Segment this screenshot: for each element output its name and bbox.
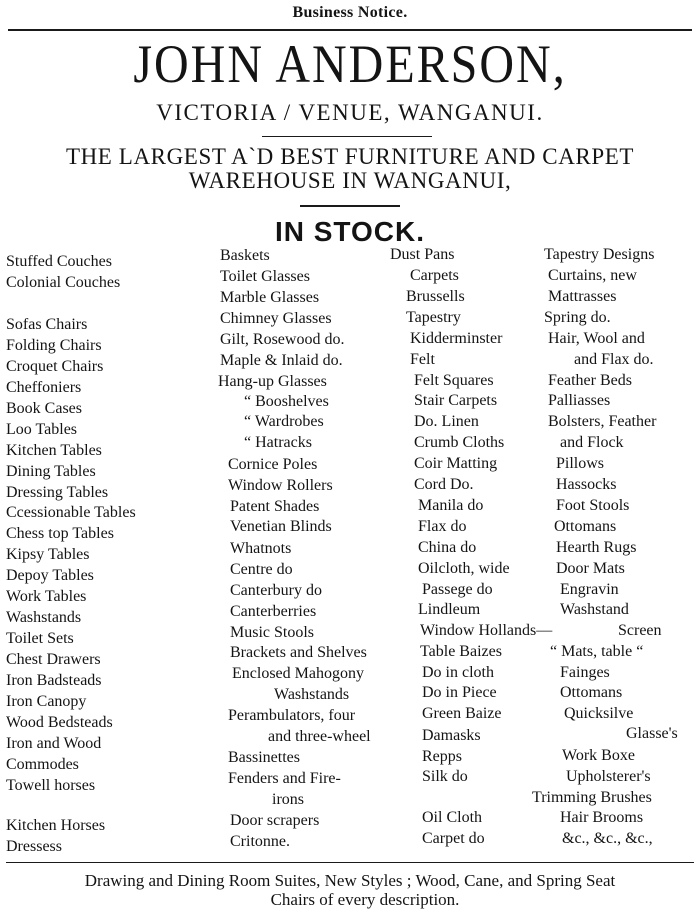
list-item: Folding Chairs [6,337,102,354]
list-item: Book Cases [6,400,82,417]
list-item: Quicksilve [564,705,634,722]
list-item: &c., &c., &c., [562,830,653,847]
list-item: Do in Piece [422,684,497,701]
list-item: Window Rollers [228,477,333,494]
list-item: Glasse's [626,725,678,742]
list-item: Iron Canopy [6,693,87,710]
list-item: Flax do [418,518,467,535]
list-item: Sofas Chairs [6,316,88,333]
list-item: Pillows [556,455,605,472]
list-item: Brussells [406,288,465,305]
list-item: Marble Glasses [220,289,320,306]
list-item: Tapestry Designs [544,246,655,263]
list-item: Patent Shades [230,498,320,515]
list-item: Croquet Chairs [6,358,104,375]
list-item: Perambulators, four [228,707,356,724]
footer-rule [6,862,694,863]
list-item: Ottomans [554,518,617,535]
tagline-line-2: WAREHOUSE IN WANGANUI, [188,168,512,193]
list-item: Centre do [230,561,293,578]
list-item: Kitchen Horses [6,817,106,834]
list-item: Hair Brooms [560,809,644,826]
stock-heading: IN STOCK. [274,216,426,247]
footer-text [0,871,700,909]
list-item: Chest Drawers [6,651,101,668]
list-item: Ottomans [560,684,623,701]
list-item: Bolsters, Feather [548,413,657,430]
list-item: Hair, Wool and [548,330,645,347]
list-item: and three-wheel [268,728,371,745]
list-item: Door Mats [556,560,625,577]
list-item: Chimney Glasses [220,310,332,327]
list-item: and Flax do. [574,351,654,368]
list-item: Hassocks [556,476,617,493]
list-item: Engravin [560,581,619,598]
list-item: Oil Cloth [422,809,483,826]
list-item: Repps [422,748,462,765]
list-item: Dust Pans [390,246,455,263]
advertiser-name: JOHN ANDERSON, [133,35,567,95]
list-item: Canterberries [230,603,317,620]
list-item: Tapestry [406,309,461,326]
list-item: Commodes [6,756,79,773]
list-item: Fenders and Fire- [228,770,341,787]
list-item: Maple & Inlaid do. [220,352,343,369]
list-item: Canterbury do [230,582,322,599]
top-rule [8,29,692,31]
list-item: “ Mats, table “ [550,643,644,660]
list-item: China do [418,539,477,556]
list-item: Whatnots [230,540,292,557]
list-item: Door scrapers [230,812,320,829]
list-item: Music Stools [230,624,315,641]
list-item: Mattrasses [548,288,617,305]
list-item: Table Baizes [420,643,502,660]
list-item: Cheffoniers [6,379,82,396]
list-item: Green Baize [422,705,502,722]
list-item: Fainges [560,664,610,681]
list-item: Washstand [560,601,629,618]
list-item: Kidderminster [410,330,503,347]
list-item: Silk do [422,768,468,785]
list-item: Enclosed Mahogony [232,665,364,682]
list-item: Felt Squares [414,372,494,389]
list-item: Brackets and Shelves [230,644,367,661]
list-item: Lindleum [418,601,481,618]
list-item: Kipsy Tables [6,546,90,563]
list-item: Trimming Brushes [532,789,652,806]
tagline-line-1: THE LARGEST A`D BEST FURNITURE AND CARPET [65,144,635,169]
list-item: “ Hatracks [244,434,312,451]
list-item: Cornice Poles [228,456,318,473]
list-item: Kitchen Tables [6,442,102,459]
advertiser-address: VICTORIA / VENUE, WANGANUI. [156,100,544,125]
tagline-rule [300,205,400,207]
list-item: irons [272,791,304,808]
list-item: Baskets [220,247,270,264]
list-item: Stair Carpets [414,392,498,409]
list-item: Stuffed Couches [6,253,112,270]
tagline [0,145,700,193]
list-item: Spring do. [544,309,611,326]
list-item: Curtains, new [548,267,637,284]
list-item: Towell horses [6,777,96,794]
section-header: Business Notice. [292,4,408,21]
list-item: Do. Linen [414,413,479,430]
list-item: Felt [410,351,435,368]
list-item: Hearth Rugs [556,539,637,556]
list-item: Toilet Sets [6,630,74,647]
list-item: Work Boxe [562,747,635,764]
list-item: Oilcloth, wide [418,560,510,577]
list-item: Dining Tables [6,463,96,480]
list-item: Hang-up Glasses [218,373,327,390]
list-item: Carpet do [422,830,485,847]
list-item: Wood Bedsteads [6,714,113,731]
list-item: Venetian Blinds [230,518,332,535]
list-item: Critonne. [230,833,290,850]
list-item: Foot Stools [556,497,630,514]
address-underline [262,136,432,137]
list-item: Toilet Glasses [220,268,310,285]
list-item: Iron Badsteads [6,672,102,689]
list-item: Crumb Cloths [414,434,505,451]
list-item: Bassinettes [228,749,300,766]
list-item: Palliasses [548,392,611,409]
list-item: Screen [618,622,662,639]
list-item: Iron and Wood [6,735,102,752]
list-item: “ Wardrobes [244,413,324,430]
list-item: Cord Do. [414,476,474,493]
list-item: Do in cloth [422,664,494,681]
list-item: Chess top Tables [6,525,114,542]
list-item: Passege do [422,581,493,598]
list-item: and Flock [560,434,624,451]
list-item: Washstands [274,686,350,703]
list-item: Depoy Tables [6,567,94,584]
list-item: Damasks [422,727,481,744]
list-item: Gilt, Rosewood do. [220,331,345,348]
list-item: “ Booshelves [244,393,329,410]
list-item: Dressing Tables [6,484,109,501]
list-item: Dressess [6,838,62,855]
list-item: Ccessionable Tables [6,504,136,521]
list-item: Upholsterer's [566,768,651,785]
list-item: Washstands [6,609,82,626]
list-item: Work Tables [6,588,87,605]
footer-line-2: Chairs of every description. [270,890,460,909]
list-item: Coir Matting [414,455,498,472]
list-item: Manila do [418,497,484,514]
list-item: Loo Tables [6,421,78,438]
list-item: Colonial Couches [6,274,121,291]
list-item: Window Hollands— [420,622,553,639]
list-item: Feather Beds [548,372,632,389]
list-item: Carpets [410,267,459,284]
footer-line-1: Drawing and Dining Room Suites, New Styles ; Wood, Cane, and Spring Seat [84,871,616,890]
